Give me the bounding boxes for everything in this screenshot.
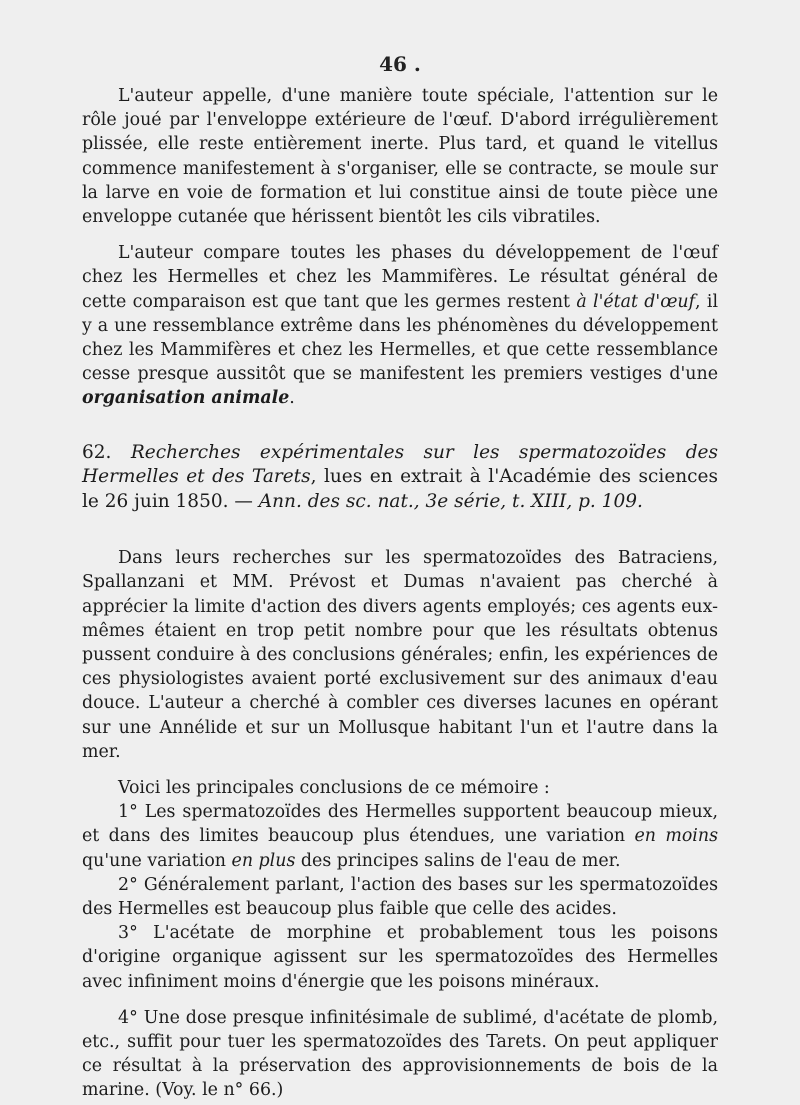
entry-citation: Ann. des sc. nat., 3e série, t. XIII, p. 109. — [258, 490, 643, 512]
entry-dash: — — [228, 490, 259, 512]
emphasis-organisation-animale: organisation animale — [82, 388, 290, 409]
page-number: 46 . — [379, 52, 421, 76]
entry-read-note: , lues en extrait à l'Académie des sciences le 26 juin 1850. — [82, 466, 718, 512]
entry-number: 62. — [82, 441, 112, 463]
paragraph-text: L'auteur compare toutes les phases du développement de l'œuf chez les Hermelles et chez les Mammifères. Le résultat général de cette comparaison est que tant que les germes restent — [82, 243, 718, 312]
paragraph-text: . — [289, 388, 295, 409]
page-body — [82, 84, 718, 1103]
conclusion-text: qu'une variation — [82, 850, 232, 871]
conclusion-text: 1° Les spermatozoïdes des Hermelles supportent beaucoup mieux, et dans des limites beaucoup plus étendues, une variation — [82, 802, 718, 847]
paragraph-text: , il y a une ressemblance extrême dans les phénomènes du développement chez les Mammifères et chez les Hermelles, et que cette ressemblance cesse presque aussitôt que se manifestent les premiers vestiges d'une — [82, 291, 719, 385]
emphasis-etat-oeuf: à l'état d'œuf — [576, 291, 696, 312]
conclusion-1 — [82, 800, 718, 873]
conclusion-4: 4° Une dose presque infinitésimale de sublimé, d'acétate de plomb, etc., suffit pour tuer les spermatozoïdes des Tarets. On peut appliquer ce résultat à la préservation des approvisionnements de bois de la marine. (Voy. le n° 66.) — [82, 1007, 718, 1101]
conclusion-text: des principes salins de l'eau de mer. — [295, 850, 621, 871]
paragraph-prior-research: Dans leurs recherches sur les spermatozoïdes des Batraciens, Spallanzani et MM. Prévost et Dumas n'avaient pas cherché à apprécier la limite d'action des divers agents employés; ces agents eux-mêmes étaient en trop petit nombre pour que les résultats obtenus pussent conduire à des conclusions générales; enfin, les expériences de ces physiologistes avaient porté exclusivement sur des animaux d'eau douce. L'auteur a cherché à combler ces diverses lacunes en opérant sur une Annélide et sur un Mollusque habitant l'un et l'autre dans la mer. — [82, 548, 718, 762]
conclusion-3: 3° L'acétate de morphine et probablement tous les poisons d'origine organique agissent sur les spermatozoïdes des Hermelles avec infiniment moins d'énergie que les poisons minéraux. — [82, 923, 718, 992]
paragraph-development-comparison — [82, 241, 718, 410]
emphasis-en-plus: en plus — [231, 850, 296, 871]
emphasis-en-moins: en moins — [634, 826, 718, 847]
paragraph-egg-envelope: L'auteur appelle, d'une manière toute spéciale, l'attention sur le rôle joué par l'enveloppe extérieure de l'œuf. D'abord irrégulièrement plissée, elle reste entièrement inerte. Plus tard, et quand le vitellus commence manifestement à s'organiser, elle se contracte, se moule sur la larve en voie de formation et lui constitue ainsi de toute pièce une enveloppe cutanée que hérissent bientôt les cils vibratiles. — [82, 86, 718, 228]
entry-title: Recherches expérimentales sur les spermatozoïdes des Hermelles et des Tarets — [82, 441, 718, 488]
conclusion-2: 2° Généralement parlant, l'action des bases sur les spermatozoïdes des Hermelles est beaucoup plus faible que celle des acides. — [82, 874, 718, 919]
bibliography-entry-62 — [82, 441, 718, 515]
conclusions-intro: Voici les principales conclusions de ce mémoire : — [118, 777, 550, 798]
